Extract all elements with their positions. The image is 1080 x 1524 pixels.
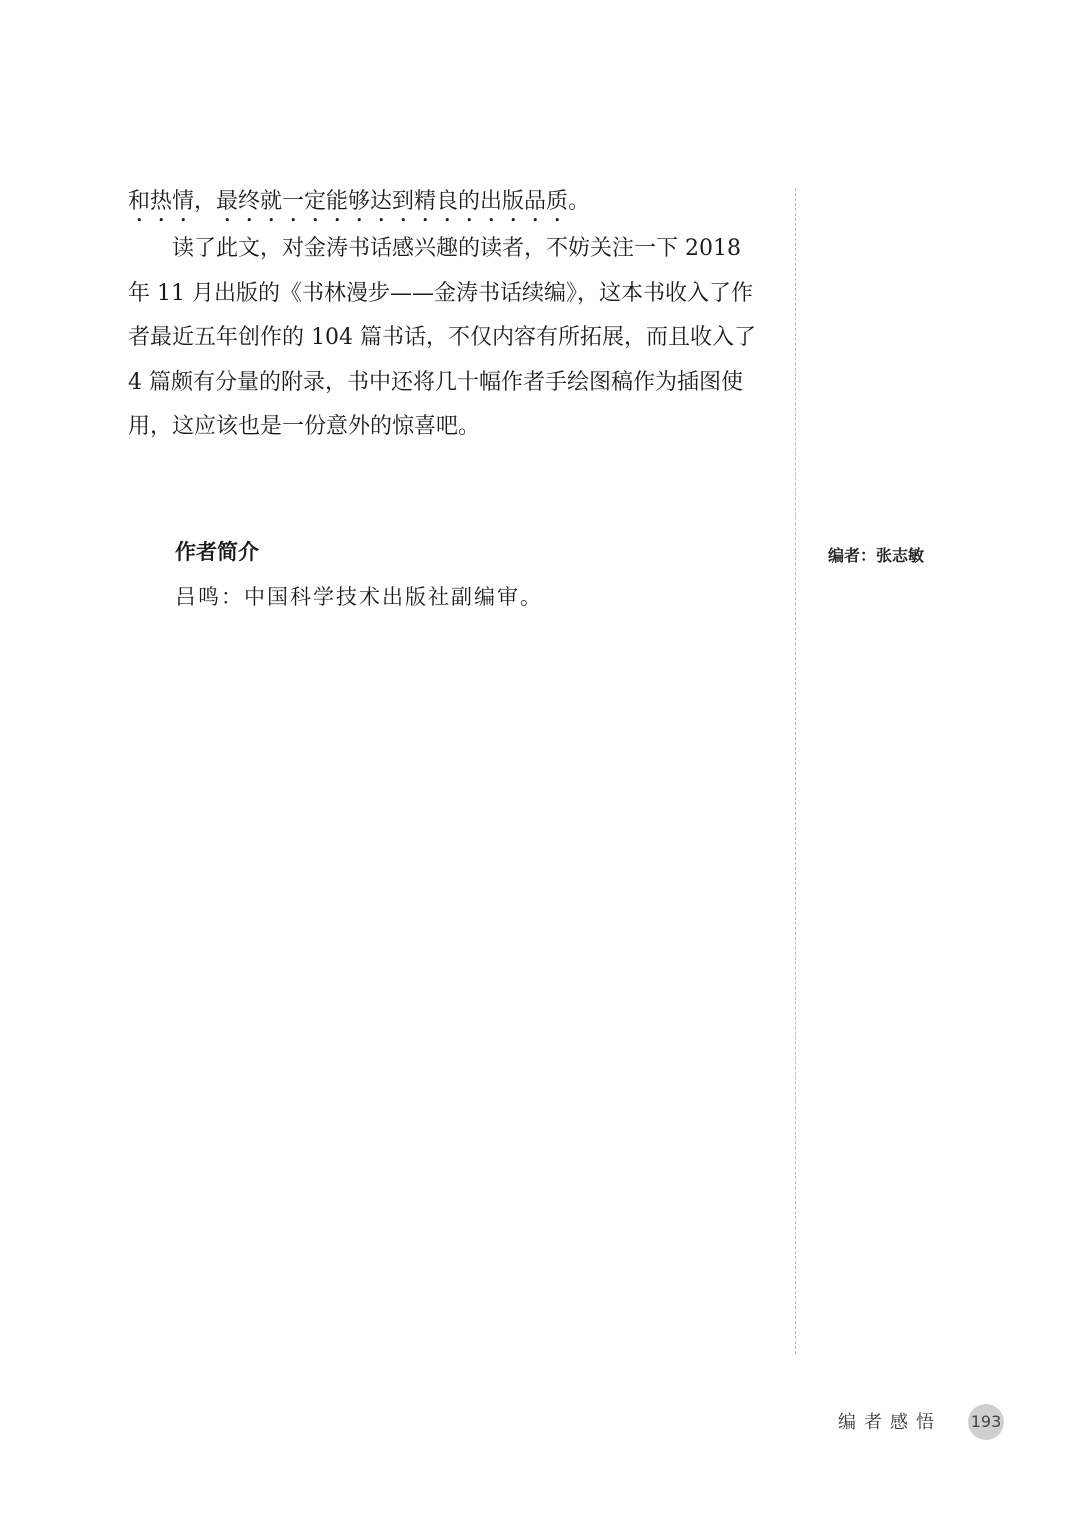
- column-divider: [795, 188, 796, 1354]
- footer-section-title: 编者感悟: [838, 1412, 942, 1433]
- sidebar-editor-credit: 编者：张志敏: [828, 546, 925, 565]
- author-intro-heading: 作者简介: [175, 540, 259, 564]
- paragraph-continuation: [128, 180, 768, 227]
- main-text-column: [128, 180, 768, 450]
- author-bio: 吕鸣：中国科学技术出版社副编审。: [175, 585, 543, 609]
- author-intro-section: [175, 536, 735, 612]
- sentence-end-punctuation: 。: [568, 189, 591, 214]
- emphasized-text: 和热情，最终就一定能够达到精良的出版品质: [128, 189, 569, 214]
- paragraph-book-recommendation: 读了此文，对金涛书话感兴趣的读者，不妨关注一下 2018 年 11 月出版的《书林漫步——金涛书话续编》，这本书收入了作者最近五年创作的 104 篇书话，不仅内容有所拓展，而且收入了 4 篇颇有分量的附录，书中还将几十幅作者手绘图稿作为插图使用，这应该也是一份意外的惊喜吧。: [128, 236, 756, 439]
- page-number-badge: 193: [968, 1404, 1004, 1440]
